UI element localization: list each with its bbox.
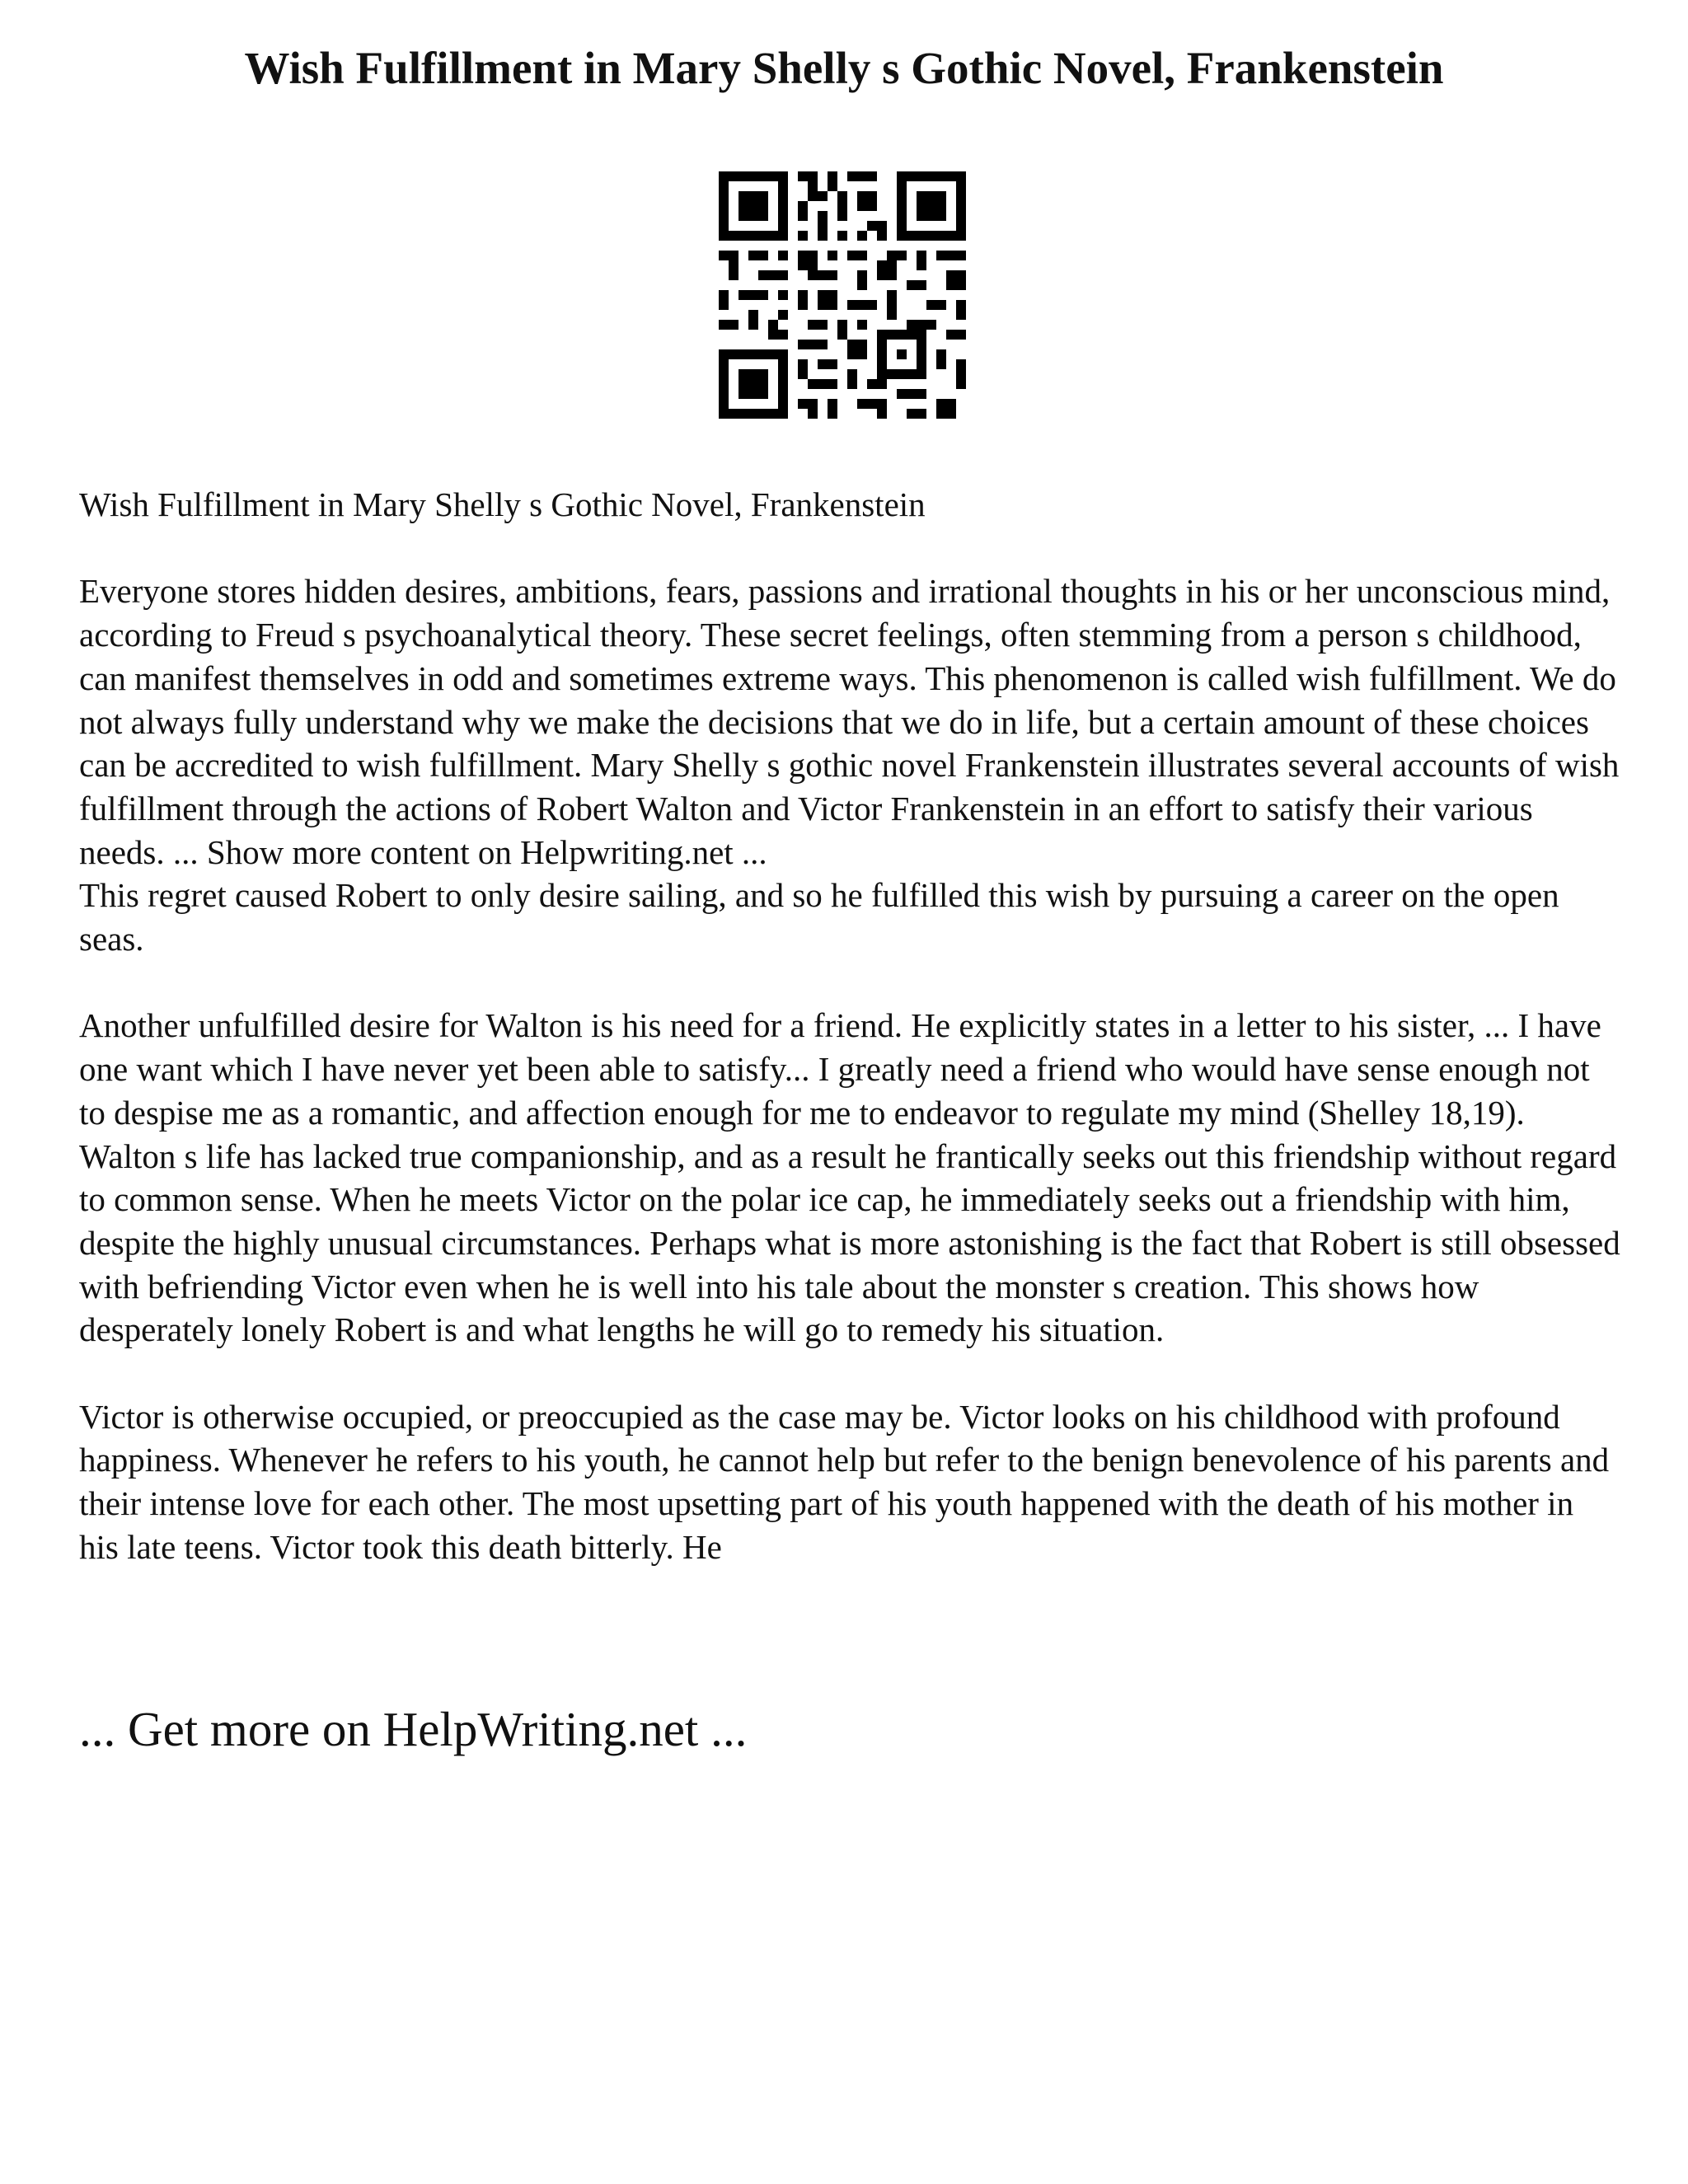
document-subtitle: Wish Fulfillment in Mary Shelly s Gothic Novel, Frankenstein <box>79 485 926 523</box>
qr-code-icon <box>719 171 966 419</box>
document-title: Wish Fulfillment in Mary Shelly s Gothic Novel, Frankenstein <box>244 43 1444 93</box>
paragraph: Everyone stores hidden desires, ambitions, fears, passions and irrational thoughts in his or her unconscious mind, according to Freud s psychoanalytical theory. These secret feelings, often stemming from a person s childhood, can manifest themselves in odd and sometimes extreme ways. This phenomenon is called wish fulfillment. We do not always fully understand why we make the decisions that we do in life, but a certain amount of these choices can be accredited to wish fulfillment. Mary Shelly s gothic novel Frankenstein illustrates several accounts of wish fulfillment through the actions of Robert Walton and Victor Frankenstein in an effort to satisfy their various needs. ... Show more content on Helpwriting.net ... <box>79 572 1620 871</box>
document-body <box>79 483 1620 1569</box>
get-more-link[interactable]: ... Get more on HelpWriting.net ... <box>79 1702 748 1756</box>
paragraph: This regret caused Robert to only desire sailing, and so he fulfilled this wish by pursuing a career on the open seas. <box>79 876 1559 958</box>
paragraph: Victor is otherwise occupied, or preoccupied as the case may be. Victor looks on his childhood with profound happiness. Whenever he refers to his youth, he cannot help but refer to the benign benevolence of his parents and their intense love for each other. The most upsetting part of his youth happened with the death of his mother in his late teens. Victor took this death bitterly. He <box>79 1397 1610 1566</box>
paragraph: Another unfulfilled desire for Walton is his need for a friend. He explicitly states in a letter to his sister, ... I have one want which I have never yet been able to satisfy... I greatly need a friend who would have sense enough not to despise me as a romantic, and affection enough for me to endeavor to regulate my mind (Shelley 18,19). Walton s life has lacked true companionship, and as a result he frantically seeks out this friendship without regard to common sense. When he meets Victor on the polar ice cap, he immediately seeks out a friendship with him, despite the highly unusual circumstances. Perhaps what is more astonishing is the fact that Robert is still obsessed with befriending Victor even when he is well into his tale about the monster s creation. This shows how desperately lonely Robert is and what lengths he will go to remedy his situation. <box>79 1006 1620 1349</box>
